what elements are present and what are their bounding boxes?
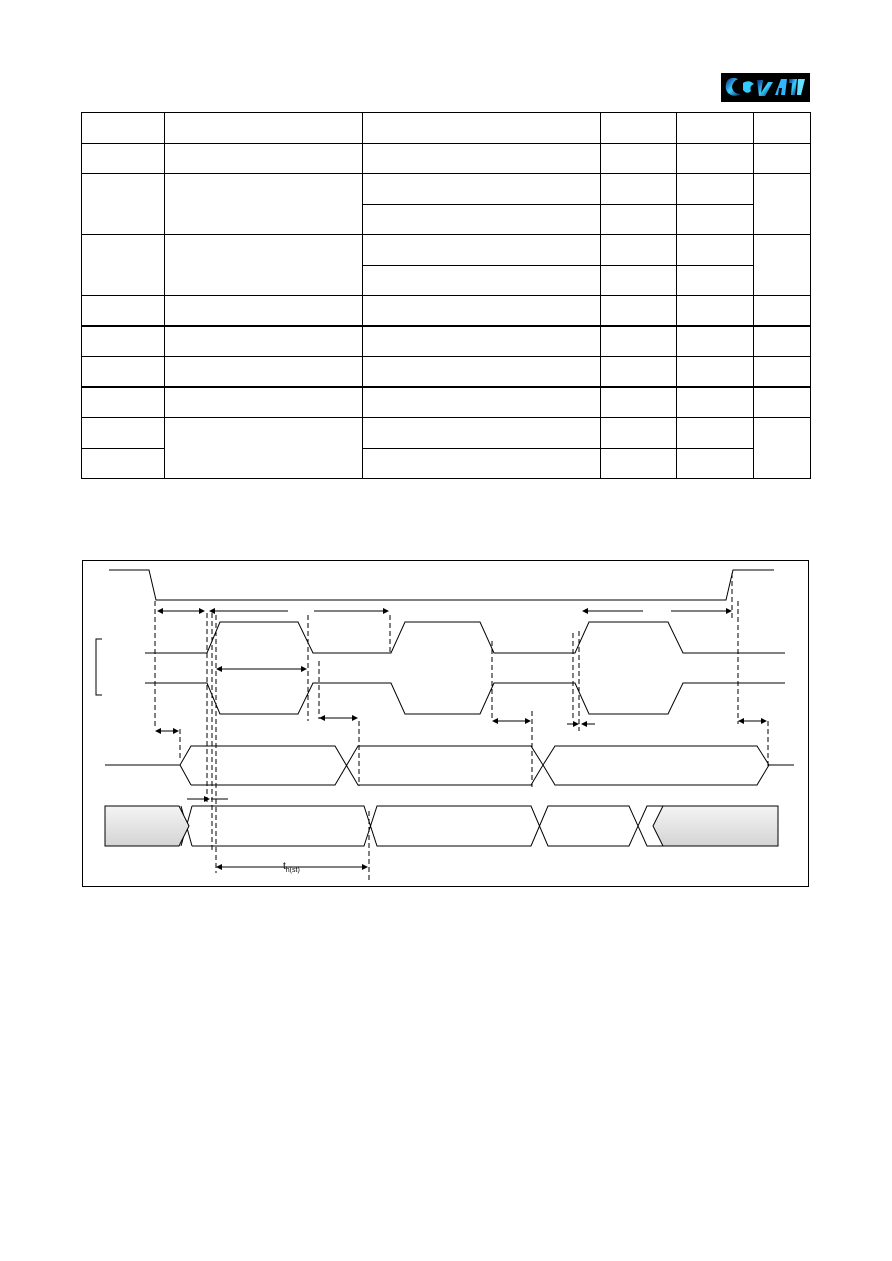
table-cell bbox=[754, 326, 811, 357]
table-cell bbox=[677, 174, 754, 205]
table-cell bbox=[601, 387, 677, 418]
hold-time-label bbox=[283, 861, 300, 874]
table-cell bbox=[601, 296, 677, 327]
table-cell bbox=[677, 326, 754, 357]
table-row bbox=[82, 174, 811, 205]
table-cell bbox=[677, 204, 754, 235]
table-cell bbox=[677, 143, 754, 174]
table-cell bbox=[82, 357, 165, 388]
table-cell bbox=[363, 296, 601, 327]
table-cell bbox=[601, 326, 677, 357]
table-cell bbox=[363, 113, 601, 144]
table-cell bbox=[363, 326, 601, 357]
table-cell bbox=[363, 357, 601, 388]
table-cell bbox=[601, 357, 677, 388]
table-cell bbox=[363, 235, 601, 266]
table-row bbox=[82, 143, 811, 174]
table-cell bbox=[601, 448, 677, 479]
table-row bbox=[82, 113, 811, 144]
table-cell bbox=[677, 235, 754, 266]
table-cell bbox=[82, 143, 165, 174]
table-cell bbox=[677, 448, 754, 479]
table-cell bbox=[363, 143, 601, 174]
table-cell bbox=[677, 265, 754, 296]
table-cell bbox=[677, 357, 754, 388]
table-cell bbox=[363, 204, 601, 235]
table-cell bbox=[754, 418, 811, 479]
table-cell bbox=[601, 174, 677, 205]
table-cell bbox=[754, 143, 811, 174]
table-cell bbox=[165, 143, 363, 174]
table-cell bbox=[82, 174, 165, 235]
table-row bbox=[82, 235, 811, 266]
table-cell bbox=[363, 448, 601, 479]
table-cell bbox=[165, 296, 363, 327]
table-row bbox=[82, 418, 811, 449]
table-cell bbox=[601, 204, 677, 235]
table-cell bbox=[82, 326, 165, 357]
table-cell bbox=[82, 296, 165, 327]
table-cell bbox=[82, 387, 165, 418]
table-cell bbox=[363, 387, 601, 418]
table-cell bbox=[165, 387, 363, 418]
timing-diagram bbox=[82, 560, 809, 887]
company-logo bbox=[721, 73, 810, 102]
table-cell bbox=[754, 296, 811, 327]
table-cell bbox=[754, 235, 811, 296]
table-cell bbox=[165, 418, 363, 479]
table-cell bbox=[165, 326, 363, 357]
table-cell bbox=[82, 418, 165, 449]
table-cell bbox=[363, 418, 601, 449]
table-cell bbox=[165, 113, 363, 144]
table-cell bbox=[165, 235, 363, 296]
table-cell bbox=[601, 143, 677, 174]
table-row bbox=[82, 296, 811, 327]
table-cell bbox=[754, 387, 811, 418]
table-cell bbox=[601, 418, 677, 449]
table-cell bbox=[601, 235, 677, 266]
hold-time-subscript: h(st) bbox=[285, 867, 300, 874]
table-cell bbox=[601, 113, 677, 144]
table-cell bbox=[754, 357, 811, 388]
table-cell bbox=[363, 174, 601, 205]
table-cell bbox=[677, 418, 754, 449]
table-cell bbox=[677, 387, 754, 418]
table-cell bbox=[754, 113, 811, 144]
table-row bbox=[82, 387, 811, 418]
table-row bbox=[82, 357, 811, 388]
table-cell bbox=[82, 235, 165, 296]
table-cell bbox=[363, 265, 601, 296]
table-cell bbox=[677, 296, 754, 327]
hold-time-symbol: t bbox=[283, 861, 286, 872]
table-cell bbox=[165, 174, 363, 235]
table-row bbox=[82, 326, 811, 357]
spec-table bbox=[81, 112, 811, 479]
table-cell bbox=[165, 357, 363, 388]
table-cell bbox=[677, 113, 754, 144]
table-cell bbox=[82, 113, 165, 144]
table-cell bbox=[82, 448, 165, 479]
table-cell bbox=[601, 265, 677, 296]
table-cell bbox=[754, 174, 811, 235]
